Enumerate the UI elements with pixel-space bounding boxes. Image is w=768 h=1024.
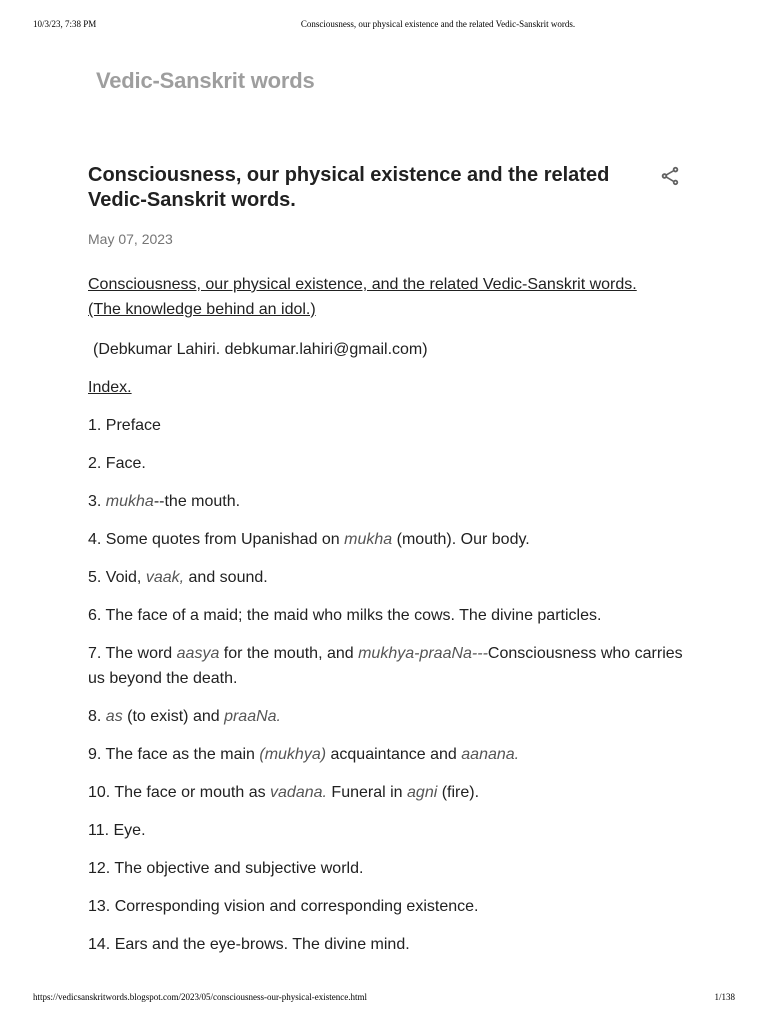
index-item-text: acquaintance and: [326, 746, 462, 763]
index-item-text: 2. Face.: [88, 455, 146, 472]
post-body: [88, 272, 688, 957]
intro-line-2: (The knowledge behind an idol.): [88, 301, 316, 318]
print-page-title: Consciousness, our physical existence and the related Vedic-Sanskrit words.: [300, 19, 576, 29]
index-item-text: 10. The face or mouth as: [88, 784, 271, 801]
print-page-number: 1/138: [714, 992, 735, 1002]
index-item-text: 5. Void,: [88, 569, 146, 586]
index-item-text: and sound.: [184, 569, 268, 586]
index-item-text: 11. Eye.: [88, 822, 146, 839]
index-item-text: 3.: [88, 493, 106, 510]
index-item-text: 8.: [88, 708, 106, 725]
index-item-text: 6. The face of a maid; the maid who milks the cows. The divine particles.: [88, 607, 602, 624]
index-item: [88, 489, 688, 514]
index-list: [88, 413, 688, 957]
index-item-sanskrit-term: praaNa.: [224, 708, 281, 725]
index-item: [88, 704, 688, 729]
index-item: [88, 818, 688, 843]
index-item: [88, 527, 688, 552]
print-footer: [0, 992, 768, 1004]
share-icon[interactable]: [659, 165, 681, 187]
index-item-sanskrit-term: vaak,: [145, 569, 185, 586]
index-item-text: 13. Corresponding vision and corresponding existence.: [88, 898, 479, 915]
index-item: [88, 565, 688, 590]
index-item: [88, 894, 688, 919]
index-item-text: Funeral in: [326, 784, 408, 801]
index-item: [88, 641, 688, 691]
index-item-sanskrit-term: as: [105, 708, 123, 725]
index-item-text: 4. Some quotes from Upanishad on: [88, 531, 345, 548]
index-item-sanskrit-term: agni: [407, 784, 438, 801]
print-header: [0, 19, 768, 31]
index-item-text: (fire).: [437, 784, 480, 801]
index-item-text: 9. The face as the main: [88, 746, 260, 763]
index-item-sanskrit-term: aasya: [176, 645, 220, 662]
index-item-sanskrit-term: mukhya-praaNa---: [358, 645, 488, 662]
index-item-sanskrit-term: aanana.: [461, 746, 520, 763]
index-item-text: 14. Ears and the eye-brows. The divine mind.: [88, 936, 410, 953]
index-item: [88, 413, 688, 438]
intro-line-1: Consciousness, our physical existence, and the related Vedic-Sanskrit words.: [88, 276, 637, 293]
post-intro: [88, 272, 688, 322]
index-item-text: --the mouth.: [153, 493, 241, 510]
index-item: [88, 856, 688, 881]
index-item: [88, 451, 688, 476]
index-item-text: for the mouth, and: [219, 645, 359, 662]
blog-title-link[interactable]: Vedic-Sanskrit words: [96, 68, 315, 93]
index-item-text: Consciousness who carries us beyond the death.: [88, 645, 683, 687]
print-datetime: 10/3/23, 7:38 PM: [33, 19, 97, 29]
index-item: [88, 742, 688, 767]
index-item-sanskrit-term: vadana.: [270, 784, 327, 801]
index-item-sanskrit-term: mukha: [344, 531, 393, 548]
index-item-text: 1. Preface: [88, 417, 161, 434]
index-item-sanskrit-term: (mukhya): [259, 746, 327, 763]
index-item-text: (mouth). Our body.: [392, 531, 530, 548]
index-heading: Index.: [88, 379, 132, 396]
post-date: May 07, 2023: [88, 231, 173, 247]
index-item-sanskrit-term: mukha: [105, 493, 154, 510]
post-title: Consciousness, our physical existence and the related Vedic-Sanskrit words.: [88, 164, 610, 211]
index-item-text: 12. The objective and subjective world.: [88, 860, 364, 877]
print-url: https://vedicsanskritwords.blogspot.com/2023/05/consciousness-our-physical-existence.html: [33, 992, 368, 1002]
index-item-text: 7. The word: [88, 645, 177, 662]
index-item-text: (to exist) and: [122, 708, 225, 725]
index-item: [88, 780, 688, 805]
index-item: [88, 603, 688, 628]
index-item: [88, 932, 688, 957]
author-line: (Debkumar Lahiri. debkumar.lahiri@gmail.com): [93, 341, 428, 358]
